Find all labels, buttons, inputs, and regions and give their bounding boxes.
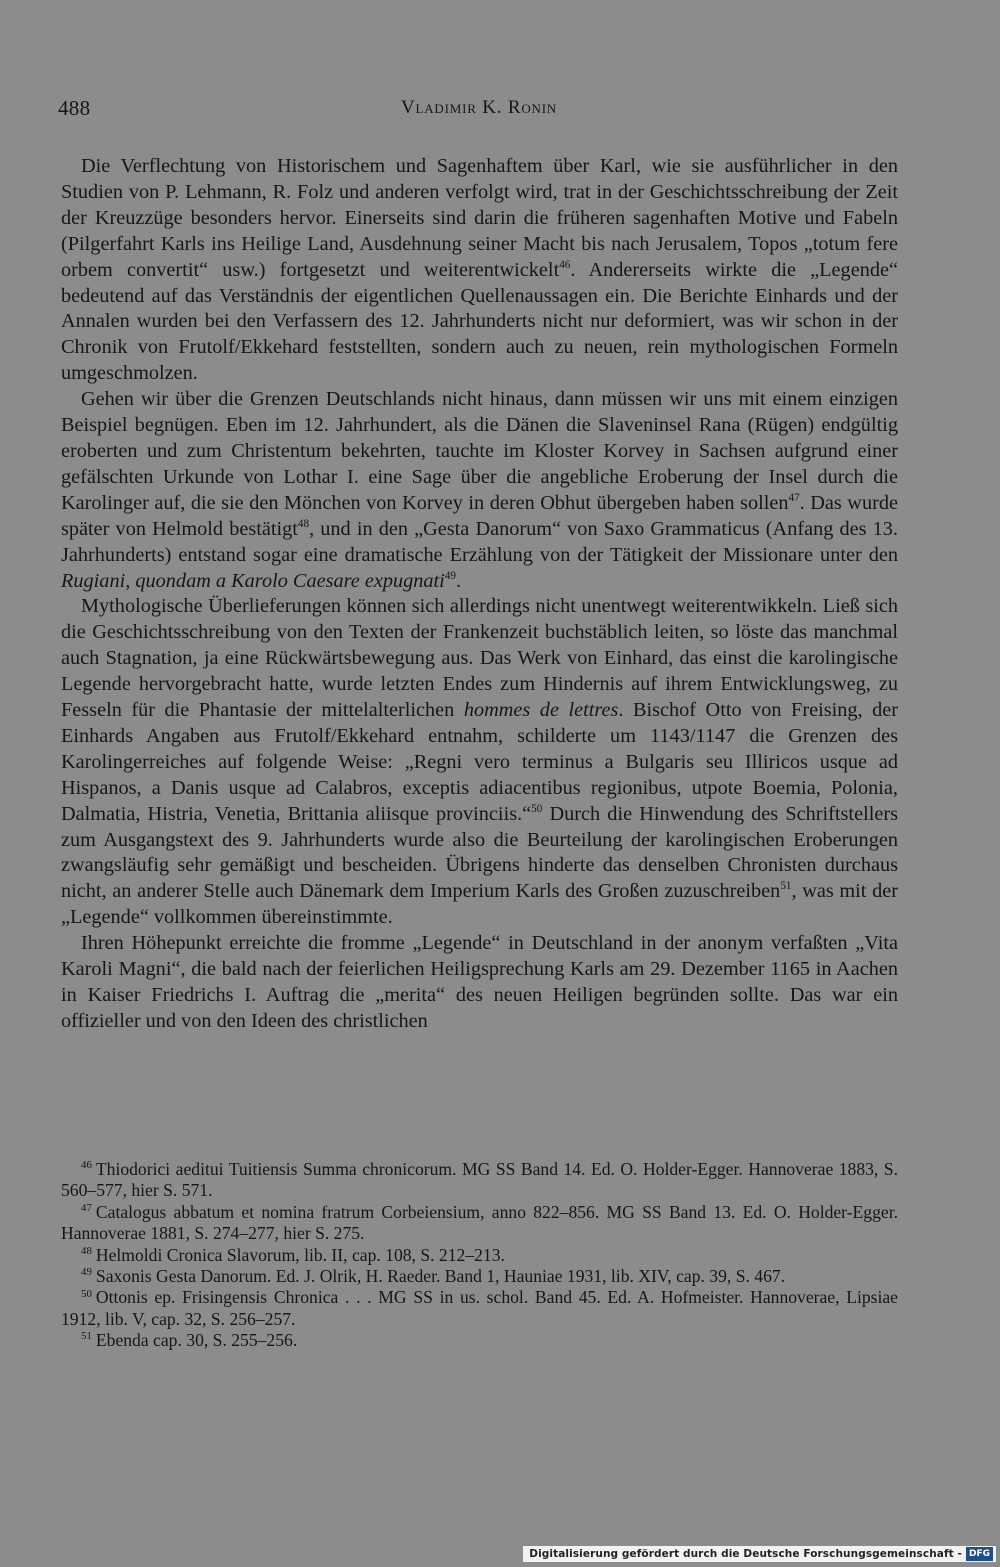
text-segment: Die Verflechtung von Historischem und Sagenhaftem über Karl, wie sie ausführlicher in den Studien von P. Lehmann, R. Folz und anderen verfolgt wird, trat in der Geschichtsschreibung der Zeit der Kreuzzüge besonders hervor. Einerseits sind darin die früheren sagenhaften Motive und Fabeln (Pilgerfahrt Karls ins Heilige Land, Ausdehnung seiner Macht bis nach Jerusalem, Topos „totum fere orbem convertit“ usw.) fortgesetzt und weiterentwickelt (61, 155, 898, 281)
dfg-funding-text: Digitalisierung gefördert durch die Deutsche Forschungsgemeinschaft - (529, 1548, 962, 1560)
paragraph (61, 387, 898, 594)
footnote-text: Thiodorici aeditui Tuitiensis Summa chronicorum. MG SS Band 14. Ed. O. Holder-Egger. Hannoverae 1883, S. 560–577, hier S. 571. (61, 1159, 898, 1201)
page-header (58, 96, 900, 126)
footnote-reference: 48 (297, 517, 310, 530)
text-segment: . Das wurde später von Helmold bestätigt (61, 491, 898, 540)
footnote (61, 1245, 898, 1266)
footnote (61, 1202, 898, 1245)
footnote-number: 48 (81, 1244, 92, 1257)
text-segment: . Bischof Otto von Freising, der Einhards Angaben aus Frutolf/Ekkehard entnahm, schilderte um 1143/1147 die Grenzen des Karolingerreiches auf folgende Weise: „Regni vero terminus a Bulgaris seu Illiricos usque ad Hispanos, a Danis usque ad Calabros, exceptis adiacentibus regionibus, utpote Boemia, Polonia, Dalmatia, Histria, Venetia, Brittania aliisque provinciis.“ (61, 699, 898, 825)
body-text (61, 154, 898, 1035)
footnote-reference: 49 (444, 569, 456, 582)
footnote-text: Catalogus abbatum et nomina fratrum Corbeiensium, anno 822–856. MG SS Band 13. Ed. O. Holder-Egger. Hannoverae 1881, S. 274–277, hier S. 275. (61, 1201, 898, 1244)
text-segment: Gehen wir über die Grenzen Deutschlands nicht hinaus, dann müssen wir uns mit einem einzigen Beispiel begnügen. Eben im 12. Jahrhundert, als die Dänen die Slaveninsel Rana (Rügen) endgültig eroberten und zum Christentum bekehrten, tauchte im Kloster Korvey in Sachsen aufgrund einer gefälschten Urkunde von Lothar I. eine Sage über die angebliche Eroberung der Insel durch die Karolinger auf, die sie den Mönchen von Korvey in deren Obhut übergeben haben sollen (61, 388, 898, 514)
text-segment: , was mit der „Legende“ vollkommen übereinstimmte. (61, 880, 898, 929)
running-head: Vladimir K. Ronin (400, 97, 558, 118)
italic-text: Rugiani, quondam a Karolo Caesare expugnati (61, 569, 445, 592)
text-segment: . Andererseits wirkte die „Legende“ bedeutend auf das Verständnis der eigentlichen Quellenaussagen ein. Die Berichte Einhards und der Annalen wurden bei den Verfassern des 12. Jahrhunderts nicht nur deformiert, was wir schon in der Chronik von Frutolf/Ekkehard feststellten, sondern auch zu neuen, rein mythologischen Formeln umgeschmolzen. (61, 258, 898, 385)
footnotes (61, 1159, 898, 1352)
paragraph (61, 594, 898, 931)
footnote-number: 46 (81, 1159, 92, 1172)
paragraph (61, 931, 898, 1035)
footnote-reference: 51 (780, 880, 792, 893)
footnote-number: 49 (81, 1266, 92, 1279)
footnote-reference: 46 (559, 258, 571, 271)
footnote-reference: 47 (788, 492, 800, 505)
text-segment: Ihren Höhepunkt erreichte die fromme „Legende“ in Deutschland in der anonym verfaßten „Vita Karoli Magni“, die bald nach der feierlichen Heiligsprechung Karls am 29. Dezember 1165 in Aachen in Kaiser Friedrichs I. Auftrag die „merita“ des neuen Heiligen begründen sollte. Das war ein offizieller und von den Ideen des christlichen (61, 932, 898, 1032)
dfg-funding-banner[interactable] (523, 1546, 996, 1562)
footnote-number: 47 (81, 1201, 92, 1214)
paragraph (61, 154, 898, 387)
footnote-text: Ebenda cap. 30, S. 255–256. (95, 1330, 298, 1351)
page-number: 488 (58, 96, 91, 120)
footnote (61, 1330, 898, 1351)
footnote-reference: 50 (531, 802, 543, 815)
footnote (61, 1266, 898, 1287)
text-segment: , und in den „Gesta Danorum“ von Saxo Grammaticus (Anfang des 13. Jahrhunderts) entstand sogar eine dramatische Erzählung von der Tätigkeit der Missionare unter den (61, 517, 899, 566)
text-segment: . (455, 569, 462, 592)
footnote (61, 1287, 898, 1330)
footnote (61, 1159, 898, 1202)
footnote-text: Ottonis ep. Frisingensis Chronica . . . MG SS in us. schol. Band 45. Ed. A. Hofmeister. Hannoverae, Lipsiae 1912, lib. V, cap. 32, S. 256–257. (61, 1287, 898, 1329)
footnote-number: 51 (81, 1330, 92, 1343)
dfg-logo-icon[interactable]: DFG (966, 1547, 993, 1561)
footnote-number: 50 (81, 1287, 92, 1300)
footnote-text: Helmoldi Cronica Slavorum, lib. II, cap. 108, S. 212–213. (95, 1244, 505, 1265)
footnote-text: Saxonis Gesta Danorum. Ed. J. Olrik, H. Raeder. Band 1, Hauniae 1931, lib. XIV, cap. 39, S. 467. (95, 1266, 786, 1287)
italic-text: hommes de lettres (463, 699, 619, 722)
text-segment: Mythologische Überlieferungen können sich allerdings nicht unentwegt weiterentwikkeln. Ließ sich die Geschichtsschreibung von den Texten der Frankenzeit buchstäblich leiten, so löste das manchmal auch Stagnation, ja eine Rückwärtsbewegung aus. Das Werk von Einhard, das einst die karolingische Legende hervorgebracht hatte, wurde letzten Endes zum Hindernis auf ihrem Entwicklungsweg, zu Fesseln für die Phantasie der mittelalterlichen (61, 595, 898, 722)
text-segment: Durch die Hinwendung des Schriftstellers zum Ausgangstext des 9. Jahrhunderts wurde also die Beurteilung der karolingischen Eroberungen zwangsläufig sehr gemäßigt und bescheiden. Übrigens hinderte das denselben Chronisten durchaus nicht, an anderer Stelle auch Dänemark dem Imperium Karls des Großen zuzuschreiben (61, 802, 898, 903)
